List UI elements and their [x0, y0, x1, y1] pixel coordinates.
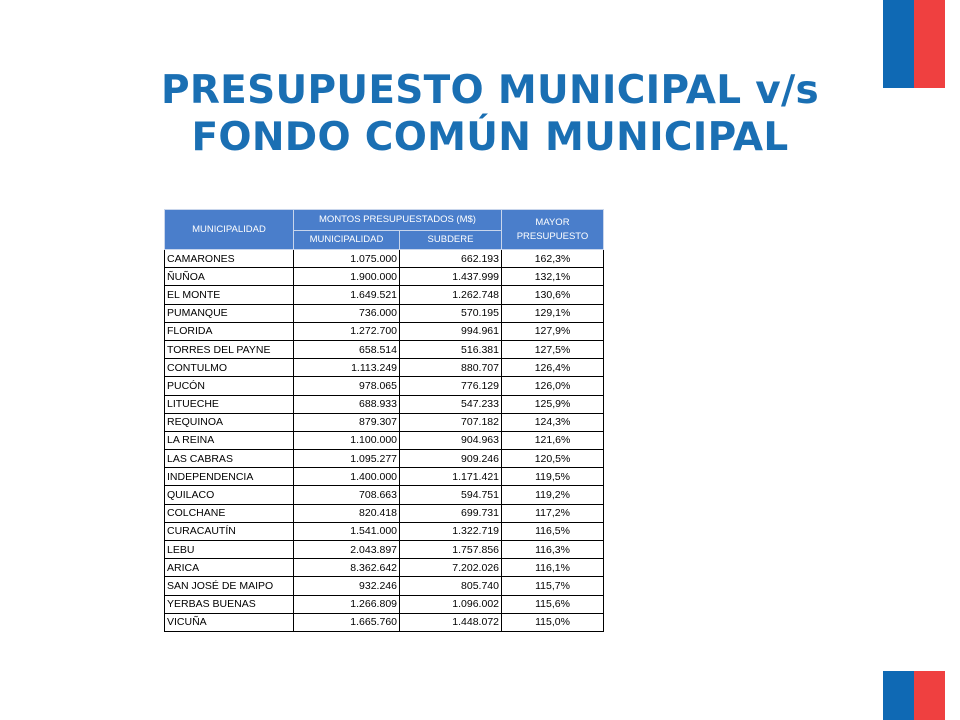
percentage-cell: 116,1% — [502, 559, 604, 577]
page-title — [0, 67, 960, 161]
table-row — [165, 486, 604, 504]
municipal-budget-cell: 1.665.760 — [294, 613, 400, 631]
table-body — [165, 250, 604, 632]
header-montos-presupuestados: MONTOS PRESUPUESTADOS (M$) — [294, 210, 502, 231]
percentage-cell: 126,4% — [502, 359, 604, 377]
percentage-cell: 126,0% — [502, 377, 604, 395]
table-row — [165, 304, 604, 322]
municipality-cell: YERBAS BUENAS — [165, 595, 294, 613]
table-row — [165, 322, 604, 340]
percentage-cell: 119,5% — [502, 468, 604, 486]
table-row — [165, 286, 604, 304]
flag-blue-stripe — [883, 671, 914, 720]
percentage-cell: 132,1% — [502, 268, 604, 286]
table-row — [165, 595, 604, 613]
municipality-cell: QUILACO — [165, 486, 294, 504]
municipality-cell: EL MONTE — [165, 286, 294, 304]
table-row — [165, 577, 604, 595]
table-row — [165, 541, 604, 559]
title-line-1: PRESUPUESTO MUNICIPAL v/s — [160, 68, 820, 113]
table-row — [165, 559, 604, 577]
percentage-cell: 120,5% — [502, 450, 604, 468]
municipal-budget-cell: 688.933 — [294, 395, 400, 413]
table-row — [165, 377, 604, 395]
municipality-cell: SAN JOSÉ DE MAIPO — [165, 577, 294, 595]
header-municipalidad: MUNICIPALIDAD — [165, 210, 294, 250]
table-row — [165, 468, 604, 486]
header-mayor-presupuesto: MAYOR PRESUPUESTO — [502, 210, 604, 250]
subdere-budget-cell: 776.129 — [400, 377, 502, 395]
municipality-cell: CAMARONES — [165, 250, 294, 268]
subdere-budget-cell: 594.751 — [400, 486, 502, 504]
table-row — [165, 340, 604, 358]
subdere-budget-cell: 547.233 — [400, 395, 502, 413]
municipal-budget-cell: 8.362.642 — [294, 559, 400, 577]
percentage-cell: 115,0% — [502, 613, 604, 631]
subdere-budget-cell: 699.731 — [400, 504, 502, 522]
municipal-budget-cell: 1.900.000 — [294, 268, 400, 286]
municipal-budget-cell: 1.075.000 — [294, 250, 400, 268]
municipal-budget-cell: 1.649.521 — [294, 286, 400, 304]
percentage-cell: 129,1% — [502, 304, 604, 322]
municipal-budget-cell: 1.400.000 — [294, 468, 400, 486]
municipal-budget-cell: 2.043.897 — [294, 541, 400, 559]
municipality-cell: PUMANQUE — [165, 304, 294, 322]
table-row — [165, 522, 604, 540]
municipality-cell: CONTULMO — [165, 359, 294, 377]
municipal-budget-cell: 879.307 — [294, 413, 400, 431]
title-line-2: FONDO COMÚN MUNICIPAL — [191, 115, 789, 160]
table-row — [165, 613, 604, 631]
percentage-cell: 117,2% — [502, 504, 604, 522]
chile-flag-bottom-decoration — [883, 671, 945, 720]
municipality-cell: COLCHANE — [165, 504, 294, 522]
percentage-cell: 127,5% — [502, 340, 604, 358]
subdere-budget-cell: 994.961 — [400, 322, 502, 340]
percentage-cell: 115,7% — [502, 577, 604, 595]
subdere-budget-cell: 1.262.748 — [400, 286, 502, 304]
percentage-cell: 125,9% — [502, 395, 604, 413]
subheader-subdere: SUBDERE — [400, 231, 502, 250]
table-row — [165, 504, 604, 522]
percentage-cell: 121,6% — [502, 431, 604, 449]
table-row — [165, 413, 604, 431]
subdere-budget-cell: 1.448.072 — [400, 613, 502, 631]
municipal-budget-cell: 708.663 — [294, 486, 400, 504]
subdere-budget-cell: 805.740 — [400, 577, 502, 595]
subdere-budget-cell: 1.096.002 — [400, 595, 502, 613]
municipality-cell: VICUÑA — [165, 613, 294, 631]
municipal-budget-cell: 932.246 — [294, 577, 400, 595]
municipality-cell: CURACAUTÍN — [165, 522, 294, 540]
table-header-row — [165, 210, 604, 231]
municipal-budget-cell: 736.000 — [294, 304, 400, 322]
budget-table — [164, 209, 604, 632]
table-row — [165, 395, 604, 413]
municipal-budget-cell: 658.514 — [294, 340, 400, 358]
subdere-budget-cell: 1.322.719 — [400, 522, 502, 540]
municipal-budget-cell: 820.418 — [294, 504, 400, 522]
subdere-budget-cell: 1.757.856 — [400, 541, 502, 559]
percentage-cell: 127,9% — [502, 322, 604, 340]
subdere-budget-cell: 909.246 — [400, 450, 502, 468]
municipal-budget-cell: 978.065 — [294, 377, 400, 395]
percentage-cell: 115,6% — [502, 595, 604, 613]
municipal-budget-cell: 1.266.809 — [294, 595, 400, 613]
municipality-cell: PUCÓN — [165, 377, 294, 395]
municipality-cell: INDEPENDENCIA — [165, 468, 294, 486]
municipal-budget-cell: 1.113.249 — [294, 359, 400, 377]
municipality-cell: LITUECHE — [165, 395, 294, 413]
table-row — [165, 431, 604, 449]
subdere-budget-cell: 7.202.026 — [400, 559, 502, 577]
municipal-budget-cell: 1.095.277 — [294, 450, 400, 468]
percentage-cell: 119,2% — [502, 486, 604, 504]
subdere-budget-cell: 516.381 — [400, 340, 502, 358]
percentage-cell: 124,3% — [502, 413, 604, 431]
table-row — [165, 359, 604, 377]
municipality-cell: LEBU — [165, 541, 294, 559]
subdere-budget-cell: 662.193 — [400, 250, 502, 268]
municipal-budget-cell: 1.272.700 — [294, 322, 400, 340]
flag-red-stripe — [914, 671, 945, 720]
municipality-cell: ÑUÑOA — [165, 268, 294, 286]
table-row — [165, 450, 604, 468]
percentage-cell: 116,5% — [502, 522, 604, 540]
percentage-cell: 130,6% — [502, 286, 604, 304]
subdere-budget-cell: 904.963 — [400, 431, 502, 449]
subdere-budget-cell: 880.707 — [400, 359, 502, 377]
municipal-budget-cell: 1.541.000 — [294, 522, 400, 540]
table-row — [165, 268, 604, 286]
municipality-cell: ARICA — [165, 559, 294, 577]
municipality-cell: LA REINA — [165, 431, 294, 449]
percentage-cell: 116,3% — [502, 541, 604, 559]
municipality-cell: REQUINOA — [165, 413, 294, 431]
municipality-cell: TORRES DEL PAYNE — [165, 340, 294, 358]
subdere-budget-cell: 570.195 — [400, 304, 502, 322]
municipality-cell: LAS CABRAS — [165, 450, 294, 468]
municipality-cell: FLORIDA — [165, 322, 294, 340]
subdere-budget-cell: 707.182 — [400, 413, 502, 431]
subdere-budget-cell: 1.171.421 — [400, 468, 502, 486]
subdere-budget-cell: 1.437.999 — [400, 268, 502, 286]
municipal-budget-cell: 1.100.000 — [294, 431, 400, 449]
table-row — [165, 250, 604, 268]
subheader-municipalidad: MUNICIPALIDAD — [294, 231, 400, 250]
percentage-cell: 162,3% — [502, 250, 604, 268]
